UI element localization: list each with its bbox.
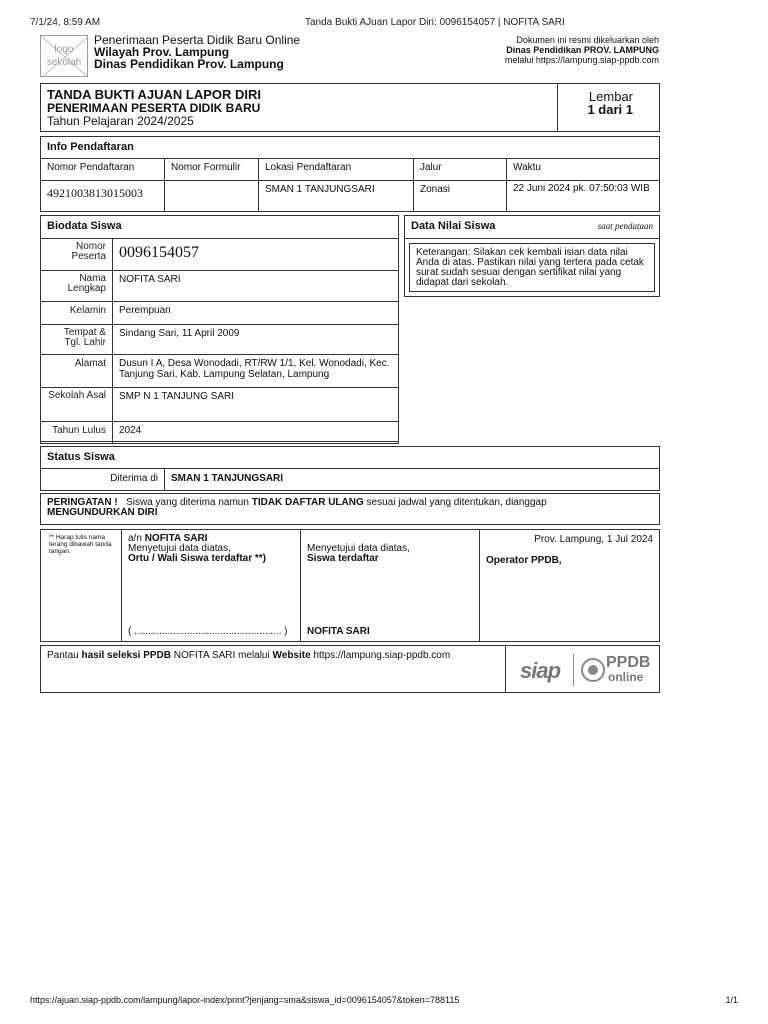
- registration-path: Zonasi: [414, 181, 507, 212]
- ppdb-online-text: online: [608, 670, 644, 684]
- operator-signature-cell: [480, 530, 659, 641]
- biodata-row: [41, 302, 399, 325]
- header-line1: Penerimaan Peserta Didik Baru Online: [94, 33, 301, 47]
- parent-role: Ortu / Wali Siswa terdaftar **): [128, 553, 266, 564]
- logos-cell: [505, 646, 660, 692]
- biodata-row: [41, 355, 399, 388]
- warning-bold1: TIDAK DAFTAR ULANG: [251, 497, 364, 508]
- print-url: https://ajuan.siap-ppdb.com/lampung/lapor-index/print?jenjang=sma&siswa_id=0096154057&token=788115: [30, 995, 460, 1005]
- status-section-title: Status Siswa: [41, 447, 659, 469]
- student-graduation-year: 2024: [113, 422, 399, 444]
- student-signature-cell: [301, 530, 480, 641]
- info-header-row: [41, 159, 660, 181]
- biodata-row: [41, 325, 399, 355]
- info-header-cell: Jalur: [414, 159, 507, 181]
- biodata-table: [40, 238, 399, 444]
- doc-title: TANDA BUKTI AJUAN LAPOR DIRI: [47, 87, 262, 102]
- nilai-section: [404, 215, 660, 297]
- sheet-value: 1 dari 1: [587, 102, 633, 117]
- biodata-row: [41, 239, 399, 271]
- parent-agree: Menyetujui data diatas,: [128, 543, 231, 554]
- biodata-label: Sekolah Asal: [41, 388, 113, 422]
- student-name: NOFITA SARI: [113, 271, 399, 302]
- warning-lead: PERINGATAN !: [47, 497, 118, 508]
- info-pendaftaran-section: [40, 136, 660, 212]
- warning-text2: sesuai jadwal yang ditentukan, dianggap: [366, 497, 547, 508]
- warning-box: [40, 493, 660, 525]
- header-line3: Dinas Pendidikan Prov. Lampung: [94, 57, 284, 71]
- biodata-label: Kelamin: [41, 302, 113, 325]
- biodata-section: [40, 215, 399, 442]
- print-datetime: 7/1/24, 8:59 AM: [30, 17, 101, 28]
- school-logo-placeholder: [40, 35, 88, 77]
- print-page-title: Tanda Bukti AJuan Lapor Diri: 0096154057 | NOFITA SARI: [305, 17, 565, 28]
- info-header-cell: Nomor Formulir: [165, 159, 259, 181]
- student-agree: Menyetujui data diatas,: [307, 543, 410, 554]
- header-right-block: [419, 35, 659, 65]
- warning-text1: Siswa yang diterima namun: [126, 497, 249, 508]
- siap-logo: siap: [520, 658, 561, 683]
- monitor-text: [47, 650, 450, 661]
- parent-name: NOFITA SARI: [144, 533, 208, 544]
- biodata-section-title: Biodata Siswa: [41, 216, 398, 239]
- warning-bold2: MENGUNDURKAN DIRI: [47, 507, 158, 518]
- monitor-t2: NOFITA SARI melalui: [173, 650, 270, 661]
- status-section: [40, 446, 660, 491]
- parent-signature-cell: [122, 530, 301, 641]
- header-right-line1: Dokumen ini resmi dikeluarkan oleh: [516, 35, 659, 45]
- info-section-title: Info Pendaftaran: [41, 137, 659, 159]
- student-signature-name: NOFITA SARI: [307, 626, 370, 637]
- monitor-url: https://lampung.siap-ppdb.com: [313, 650, 451, 661]
- biodata-row: [41, 422, 399, 444]
- header-line2: Wilayah Prov. Lampung: [94, 45, 230, 59]
- header-right-line3: melalui https://lampung.siap-ppdb.com: [504, 55, 659, 65]
- student-address: Dusun I A, Desa Wonodadi, RT/RW 1/1, Kel. Wonodadi, Kec. Tanjung Sari, Kab. Lampung Selatan, Lampung: [113, 355, 399, 388]
- ppdb-emblem-icon: [580, 656, 606, 684]
- biodata-label: Nomor Peserta: [41, 239, 113, 271]
- student-number: 0096154057: [113, 239, 399, 271]
- ppdb-logo-text: PPDB: [606, 654, 651, 671]
- parent-prefix: a/n: [128, 533, 142, 544]
- logo-text-line2: sekolah: [46, 57, 82, 68]
- header-right-line2: Dinas Pendidikan PROV. LAMPUNG: [506, 45, 659, 55]
- nilai-keterangan: Keterangan: Silakan cek kembali isian data nilai Anda di atas. Pastikan nilai yang tertera pada cetak surat sudah sesuai dengan sertifikat nilai yang didapat dari sekolah.: [409, 243, 655, 292]
- signature-note: ** Harap tulis nama terang dibawah tanda tangan.: [41, 530, 122, 641]
- info-value-row: [41, 181, 660, 212]
- info-header-cell: Nomor Pendaftaran: [41, 159, 165, 181]
- title-box: [40, 83, 660, 132]
- registration-time: 22 Juni 2024 pk. 07:50:03 WIB: [507, 181, 660, 212]
- accepted-school: SMAN 1 TANJUNGSARI: [171, 473, 284, 484]
- monitor-t1: Pantau: [47, 650, 79, 661]
- nilai-section-title: Data Nilai Siswa: [411, 220, 496, 232]
- logo-divider: [573, 654, 574, 686]
- student-block: [307, 544, 410, 564]
- doc-year: Tahun Pelajaran 2024/2025: [47, 114, 194, 128]
- status-label: Diterima di: [41, 469, 165, 491]
- biodata-label: Nama Lengkap: [41, 271, 113, 302]
- place-date: Prov. Lampung, 1 Jul 2024: [534, 534, 653, 545]
- registration-location: SMAN 1 TANJUNGSARI: [259, 181, 414, 212]
- biodata-row: [41, 388, 399, 422]
- info-header-cell: Waktu: [507, 159, 660, 181]
- sheet-box: [557, 84, 660, 131]
- biodata-label: Tempat & Tgl. Lahir: [41, 325, 113, 355]
- biodata-label: Alamat: [41, 355, 113, 388]
- student-birth: Sindang Sari, 11 April 2009: [113, 325, 399, 355]
- signature-section: [40, 529, 660, 642]
- student-role: Siswa terdaftar: [307, 553, 379, 564]
- registration-number: 4921003813015003: [41, 181, 165, 212]
- info-table: [40, 158, 660, 212]
- form-number: [165, 181, 259, 212]
- student-origin-school: SMP N 1 TANJUNG SARI: [113, 388, 399, 422]
- parent-signature-blank: ( ..................................................... ): [128, 626, 288, 637]
- nilai-note: saat pendataan: [597, 221, 653, 231]
- info-header-cell: Lokasi Pendaftaran: [259, 159, 414, 181]
- sheet-label: Lembar: [588, 89, 633, 104]
- parent-block: [128, 534, 266, 564]
- doc-subtitle: PENERIMAAN PESERTA DIDIK BARU: [47, 101, 261, 115]
- print-page-number: 1/1: [725, 995, 738, 1005]
- monitor-b2: Website: [272, 650, 311, 661]
- logo-text-line1: logo: [54, 44, 74, 55]
- nilai-section-header: [405, 216, 659, 239]
- monitor-box: [40, 645, 660, 693]
- biodata-row: [41, 271, 399, 302]
- biodata-label: Tahun Lulus: [41, 422, 113, 444]
- monitor-b1: hasil seleksi PPDB: [81, 650, 171, 661]
- student-gender: Perempuan: [113, 302, 399, 325]
- operator-label: Operator PPDB,: [486, 555, 562, 566]
